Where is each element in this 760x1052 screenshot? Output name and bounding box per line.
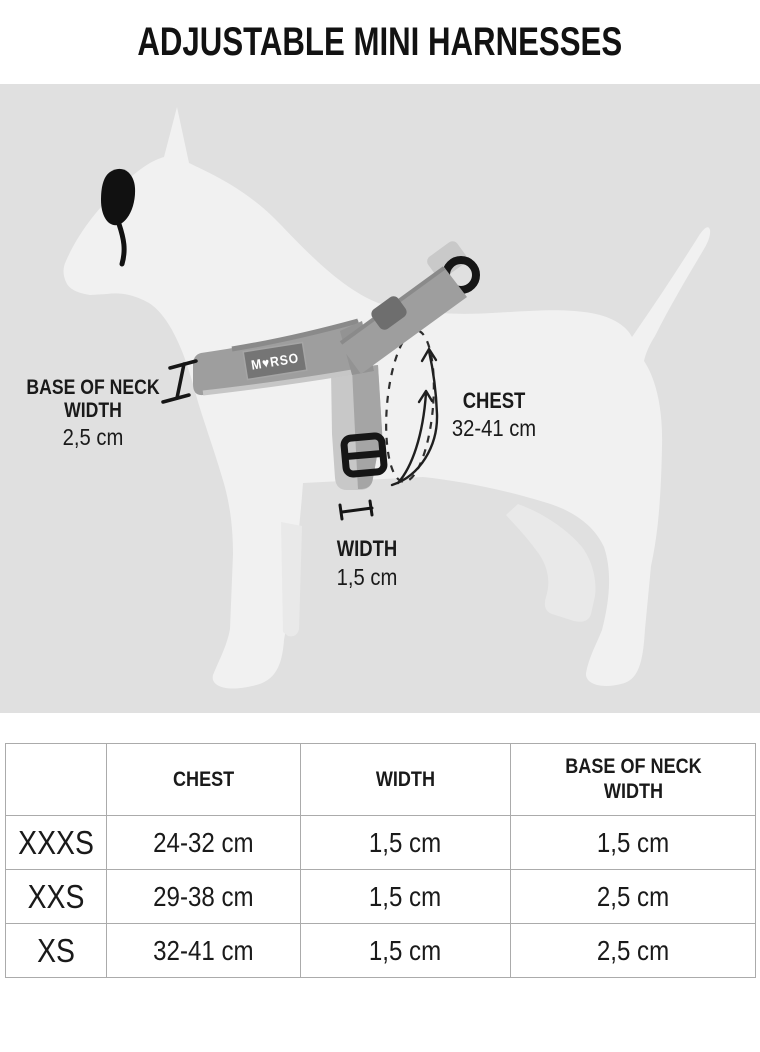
size-table (5, 743, 756, 978)
page-title: ADJUSTABLE MINI HARNESSES (137, 19, 623, 64)
column-header-chest: CHEST (107, 744, 301, 816)
strap-width-value: 1,5 cm (336, 563, 398, 591)
column-header-size (6, 744, 107, 816)
size-row-xs (6, 924, 756, 978)
cell-size: XXS (6, 870, 107, 924)
neck-width-label-line2: WIDTH (64, 398, 122, 423)
cell-base-of-neck-width: 1,5 cm (511, 816, 756, 870)
column-header-base-of-neck-width: BASE OF NECK WIDTH (511, 744, 756, 816)
title-bar (0, 0, 760, 84)
cell-width: 1,5 cm (301, 870, 511, 924)
cell-size: XS (6, 924, 107, 978)
neck-width-label-line1: BASE OF NECK (26, 375, 160, 400)
cell-chest: 29-38 cm (107, 870, 301, 924)
size-row-xxxs (6, 816, 756, 870)
dog-far-front-leg-shadow (281, 522, 302, 636)
cell-chest: 32-41 cm (107, 924, 301, 978)
column-header-width: WIDTH (301, 744, 511, 816)
cell-base-of-neck-width: 2,5 cm (511, 924, 756, 978)
chest-value: 32-41 cm (451, 414, 537, 442)
cell-size: XXXS (6, 816, 107, 870)
strap-width-label: WIDTH (336, 537, 398, 562)
chest-label: CHEST (462, 389, 526, 414)
cell-width: 1,5 cm (301, 924, 511, 978)
size-row-xxs (6, 870, 756, 924)
cell-base-of-neck-width: 2,5 cm (511, 870, 756, 924)
cell-width: 1,5 cm (301, 816, 511, 870)
harness-size-diagram (0, 84, 760, 713)
size-table-header-row (6, 744, 756, 816)
neck-width-value: 2,5 cm (62, 423, 124, 451)
cell-chest: 24-32 cm (107, 816, 301, 870)
morso-brand-text: M♥RSO (250, 349, 301, 373)
